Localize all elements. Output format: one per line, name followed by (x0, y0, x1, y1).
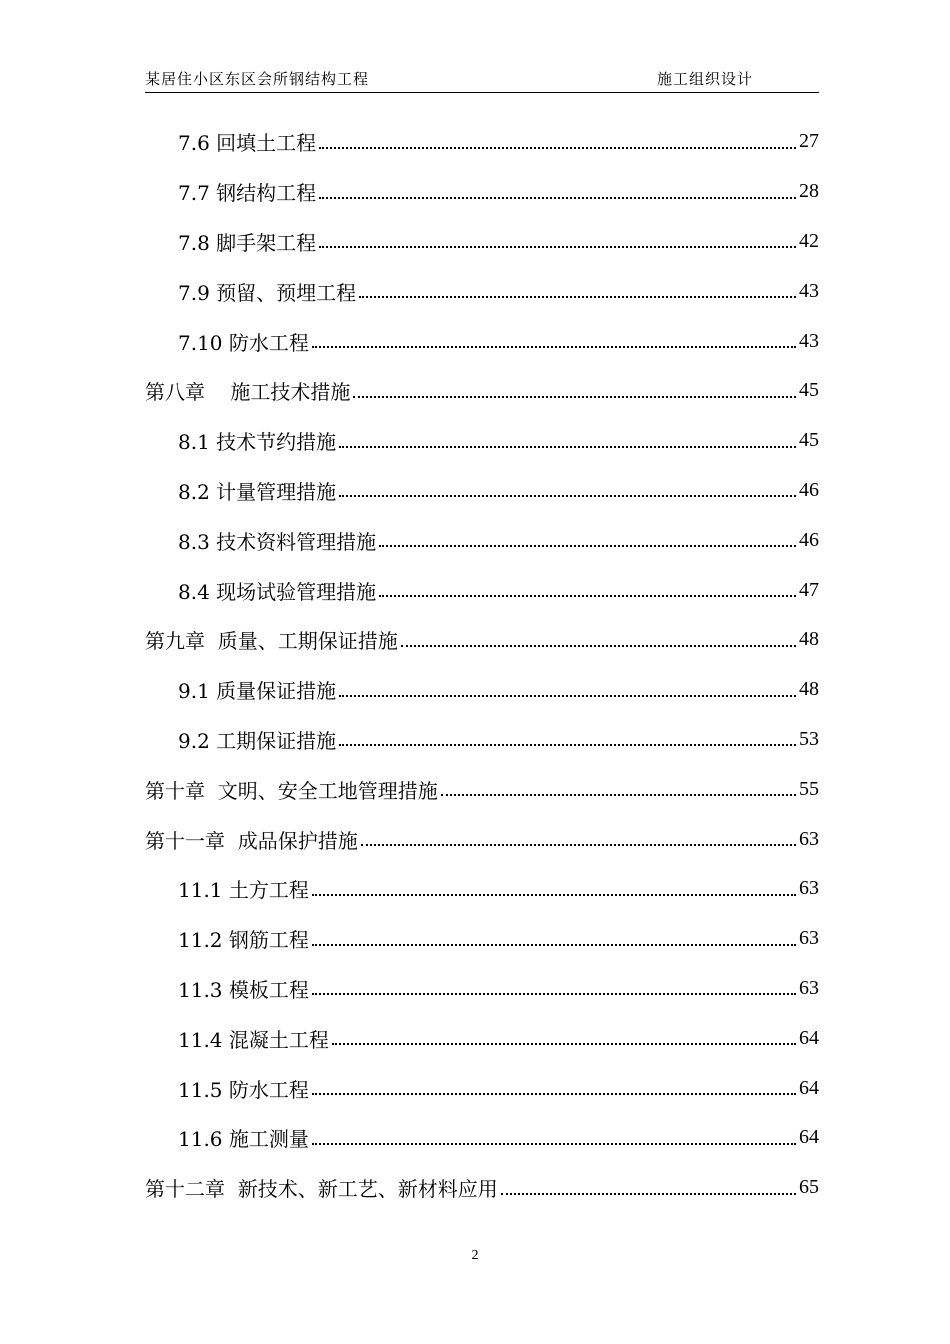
toc-entry-page: 63 (799, 827, 819, 850)
toc-dot-leader (339, 491, 796, 497)
toc-section-entry[interactable] (145, 914, 819, 964)
toc-dot-leader (312, 342, 796, 348)
toc-entry-page: 46 (799, 478, 819, 501)
toc-section-entry[interactable] (145, 964, 819, 1014)
toc-entry-page: 47 (799, 578, 819, 601)
toc-dot-leader (319, 193, 796, 199)
toc-dot-leader (319, 242, 796, 248)
toc-section-entry[interactable] (145, 316, 819, 366)
toc-entry-title: 9.1 质量保证措施 (178, 679, 337, 704)
toc-entry-page: 64 (799, 1076, 819, 1099)
table-of-contents (145, 117, 819, 1213)
toc-entry-title: 7.8 脚手架工程 (178, 230, 317, 255)
toc-section-entry[interactable] (145, 1063, 819, 1113)
toc-dot-leader (401, 641, 796, 647)
toc-entry-title: 11.1 土方工程 (178, 878, 309, 903)
page-number: 2 (471, 1248, 479, 1263)
toc-entry-title: 11.4 混凝土工程 (178, 1027, 329, 1052)
header-document-type: 施工组织设计 (656, 70, 753, 88)
toc-entry-title: 第九章 质量、工期保证措施 (145, 629, 398, 654)
toc-entry-page: 64 (799, 1026, 819, 1049)
toc-entry-title: 11.3 模板工程 (178, 977, 309, 1002)
toc-entry-page: 55 (799, 777, 819, 800)
toc-entry-title: 7.9 预留、预埋工程 (178, 280, 357, 305)
toc-entry-title: 第八章 施工技术措施 (145, 380, 351, 405)
toc-section-entry[interactable] (145, 715, 819, 765)
toc-entry-page: 43 (799, 279, 819, 302)
toc-chapter-entry[interactable] (145, 764, 819, 814)
toc-entry-title: 第十二章 新技术、新工艺、新材料应用 (145, 1177, 498, 1202)
toc-dot-leader (339, 740, 796, 746)
toc-section-entry[interactable] (145, 117, 819, 167)
toc-dot-leader (312, 1139, 796, 1145)
toc-entry-page: 45 (799, 429, 819, 452)
toc-entry-page: 43 (799, 329, 819, 352)
toc-dot-leader (441, 790, 796, 796)
toc-entry-title: 7.6 回填土工程 (178, 131, 317, 156)
toc-chapter-entry[interactable] (145, 1163, 819, 1213)
toc-entry-title: 8.4 现场试验管理措施 (178, 579, 377, 604)
toc-dot-leader (361, 840, 796, 846)
toc-entry-title: 7.7 钢结构工程 (178, 181, 317, 206)
toc-entry-title: 11.5 防水工程 (178, 1077, 309, 1102)
toc-section-entry[interactable] (145, 665, 819, 715)
toc-dot-leader (312, 1089, 796, 1095)
toc-dot-leader (312, 989, 796, 995)
toc-dot-leader (353, 392, 796, 398)
toc-section-entry[interactable] (145, 1113, 819, 1163)
toc-dot-leader (319, 143, 796, 149)
toc-dot-leader (359, 292, 796, 298)
toc-entry-page: 48 (799, 678, 819, 701)
toc-entry-title: 11.6 施工测量 (178, 1127, 309, 1152)
toc-entry-page: 63 (799, 927, 819, 950)
toc-entry-page: 45 (799, 379, 819, 402)
page-header (145, 66, 819, 93)
toc-entry-page: 28 (799, 180, 819, 203)
toc-dot-leader (332, 1039, 796, 1045)
toc-entry-title: 第十章 文明、安全工地管理措施 (145, 778, 438, 803)
toc-entry-page: 48 (799, 628, 819, 651)
toc-chapter-entry[interactable] (145, 814, 819, 864)
toc-dot-leader (501, 1189, 796, 1195)
toc-entry-page: 27 (799, 130, 819, 153)
toc-section-entry[interactable] (145, 266, 819, 316)
toc-dot-leader (339, 442, 796, 448)
toc-section-entry[interactable] (145, 864, 819, 914)
toc-chapter-entry[interactable] (145, 615, 819, 665)
toc-section-entry[interactable] (145, 416, 819, 466)
toc-entry-title: 9.2 工期保证措施 (178, 728, 337, 753)
toc-entry-page: 65 (799, 1176, 819, 1199)
toc-dot-leader (379, 591, 796, 597)
toc-dot-leader (339, 691, 796, 697)
toc-entry-page: 53 (799, 727, 819, 750)
toc-entry-title: 8.2 计量管理措施 (178, 479, 337, 504)
toc-chapter-entry[interactable] (145, 366, 819, 416)
toc-section-entry[interactable] (145, 217, 819, 267)
toc-entry-page: 46 (799, 528, 819, 551)
toc-entry-title: 11.2 钢筋工程 (178, 928, 309, 953)
toc-section-entry[interactable] (145, 565, 819, 615)
toc-entry-title: 8.3 技术资料管理措施 (178, 529, 377, 554)
toc-entry-page: 42 (799, 229, 819, 252)
toc-dot-leader (312, 940, 796, 946)
toc-dot-leader (312, 890, 796, 896)
toc-entry-page: 64 (799, 1126, 819, 1149)
toc-entry-page: 63 (799, 976, 819, 999)
header-project-title: 某居住小区东区会所钢结构工程 (145, 70, 370, 88)
toc-section-entry[interactable] (145, 466, 819, 516)
toc-section-entry[interactable] (145, 515, 819, 565)
toc-entry-page: 63 (799, 877, 819, 900)
toc-entry-title: 7.10 防水工程 (178, 330, 309, 355)
toc-dot-leader (379, 541, 796, 547)
toc-entry-title: 8.1 技术节约措施 (178, 430, 337, 455)
toc-section-entry[interactable] (145, 167, 819, 217)
toc-entry-title: 第十一章 成品保护措施 (145, 828, 358, 853)
toc-section-entry[interactable] (145, 1013, 819, 1063)
